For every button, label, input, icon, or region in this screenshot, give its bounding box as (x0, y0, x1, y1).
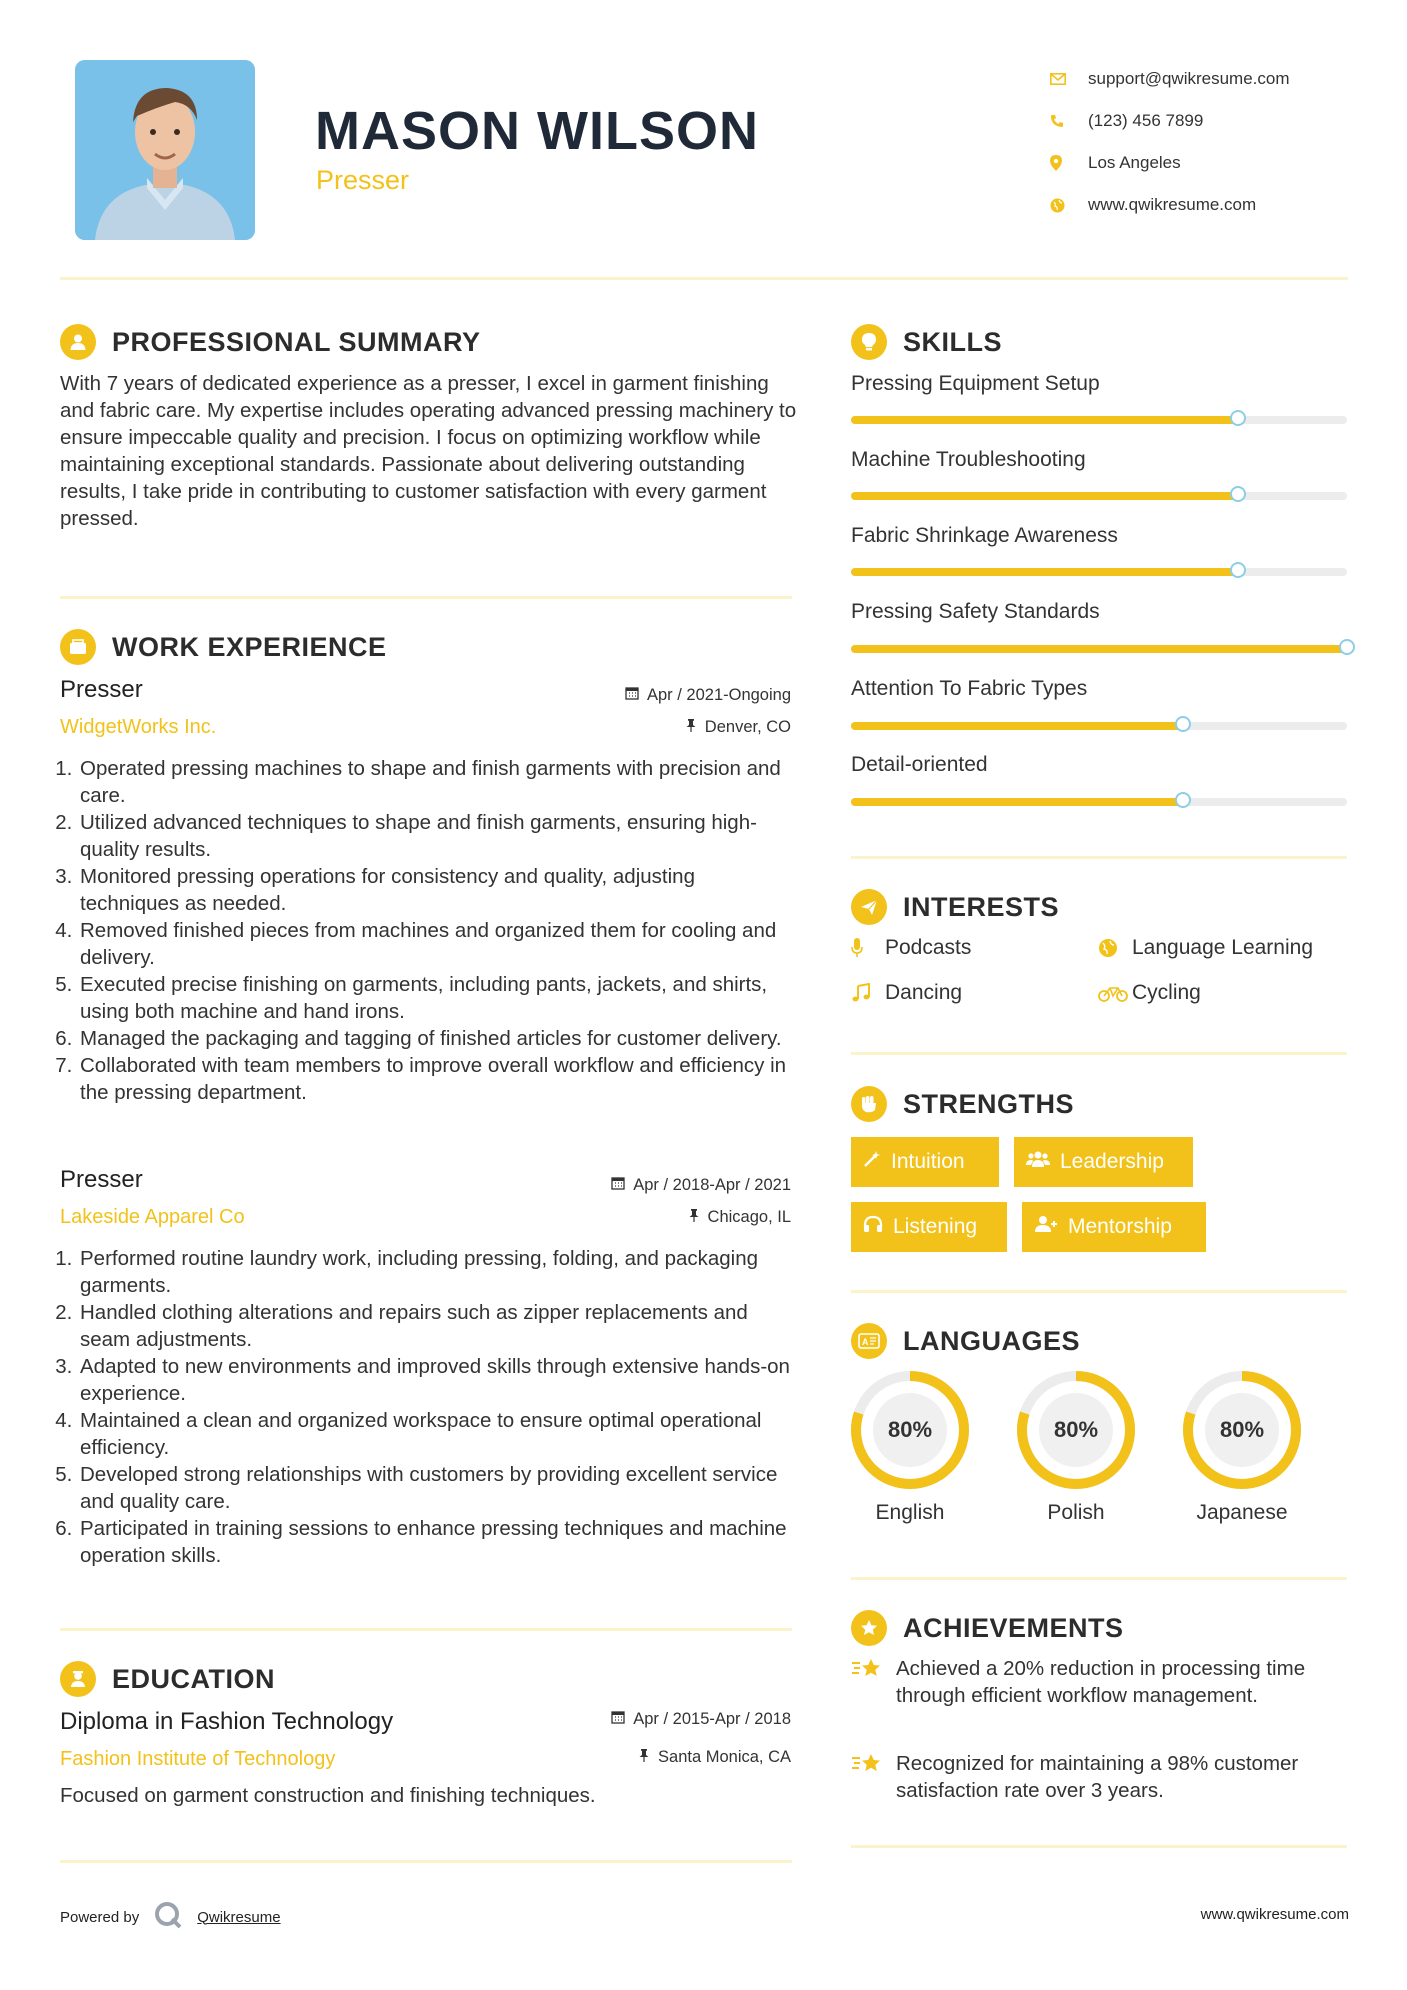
contact-email[interactable] (1050, 58, 1370, 100)
skill-name: Fabric Shrinkage Awareness (851, 524, 1118, 547)
headphones-icon (863, 1215, 883, 1239)
skill-bar-fill (851, 645, 1347, 653)
achievements-header (851, 1610, 1124, 1646)
skill-bar-knob (1230, 562, 1246, 578)
bicycle-icon (1098, 984, 1128, 1002)
languages-heading: LANGUAGES (903, 1325, 1081, 1356)
job2-location (688, 1208, 791, 1227)
skill-name: Attention To Fabric Types (851, 677, 1088, 700)
contact-website-text: www.qwikresume.com (1088, 195, 1257, 214)
skill-bar-fill (851, 722, 1183, 730)
strength-badge (851, 1137, 999, 1187)
education-heading: EDUCATION (112, 1663, 275, 1694)
paper-plane-icon (851, 889, 887, 925)
languages-header (851, 1323, 1080, 1359)
skill-bar-knob (1339, 639, 1355, 655)
pushpin-icon (688, 1208, 700, 1227)
star-badge-icon (851, 1610, 887, 1646)
skill-bar (851, 645, 1347, 653)
strength-label: Intuition (891, 1150, 965, 1173)
job2-dates (611, 1176, 791, 1195)
interest-item (1098, 936, 1313, 960)
achievement-text: Recognized for maintaining a 98% customer satisfaction rate over 3 years. (896, 1752, 1299, 1802)
interest-label: Language Learning (1132, 936, 1314, 959)
skill-bar (851, 568, 1347, 576)
user-plus-icon (1034, 1215, 1058, 1239)
language-ring (1015, 1369, 1137, 1491)
achievements-heading: ACHIEVEMENTS (903, 1612, 1124, 1643)
interest-label: Dancing (885, 981, 963, 1004)
list-item: 5. Executed precise finishing on garments, including pants, jackets, and shirts, using both machine and hand irons. (78, 971, 798, 1025)
list-item: 4. Maintained a clean and organized workspace to ensure optimal operational efficiency. (78, 1407, 798, 1461)
job1-company: WidgetWorks Inc. (60, 716, 217, 738)
skill-bar (851, 722, 1347, 730)
strengths-heading: STRENGTHS (903, 1088, 1075, 1119)
language-item (1181, 1369, 1303, 1525)
phone-icon (1050, 114, 1088, 128)
skill-bar-knob (1230, 410, 1246, 426)
microphone-icon (851, 938, 881, 958)
pushpin-icon (638, 1748, 650, 1767)
experience-header (60, 629, 387, 665)
users-icon (1026, 1150, 1050, 1174)
globe-icon (1050, 198, 1088, 213)
job1-location-text: Denver, CO (704, 718, 791, 736)
language-percent: 80% (1219, 1417, 1265, 1442)
star-icon (851, 1655, 896, 1709)
skill-name: Detail-oriented (851, 753, 988, 776)
language-card-icon (851, 1323, 887, 1359)
location-pin-icon (1050, 155, 1088, 171)
language-item (849, 1369, 971, 1525)
candidate-name: MASON WILSON (315, 101, 759, 161)
skill-bar-knob (1175, 716, 1191, 732)
interest-item (1098, 981, 1201, 1005)
job1-dates-text: Apr / 2021-Ongoing (646, 686, 791, 704)
strength-badge (1022, 1202, 1206, 1252)
achievements-divider (851, 1845, 1347, 1848)
strength-badge (1014, 1137, 1193, 1187)
magic-wand-icon (863, 1150, 881, 1174)
strength-label: Mentorship (1068, 1215, 1172, 1238)
list-item: 7. Collaborated with team members to improve overall workflow and efficiency in the pressing department. (78, 1052, 798, 1106)
interests-header (851, 889, 1059, 925)
skill-name: Pressing Safety Standards (851, 600, 1100, 623)
skill-name: Machine Troubleshooting (851, 448, 1086, 471)
education-school: Fashion Institute of Technology (60, 1748, 336, 1770)
contact-phone[interactable] (1050, 100, 1370, 142)
list-item: 5. Developed strong relationships with customers by providing excellent service and quality care. (78, 1461, 798, 1515)
candidate-title: Presser (316, 165, 410, 195)
languages-divider (851, 1577, 1347, 1580)
interest-label: Cycling (1132, 981, 1201, 1004)
summary-text: With 7 years of dedicated experience as a presser, I excel in garment finishing and fabric care. My expertise includes operating advanced pressing machinery to ensure impeccable quality and precision. I focus on optimizing workflow while maintaining exceptional standards. Passionate about delivering outstanding results, I take pride in contributing to customer satisfaction with every garment pressed. (60, 372, 797, 530)
interest-item (851, 936, 971, 960)
achievement-item (851, 1655, 1331, 1709)
language-percent: 80% (887, 1417, 933, 1442)
job2-bullets (60, 1245, 798, 1569)
skills-heading: SKILLS (903, 326, 1003, 357)
language-ring (849, 1369, 971, 1491)
user-icon (60, 324, 96, 360)
skill-bar-knob (1175, 792, 1191, 808)
job2-dates-text: Apr / 2018-Apr / 2021 (633, 1176, 791, 1194)
skill-bar (851, 798, 1347, 806)
list-item: 4. Removed finished pieces from machines and organized them for cooling and delivery. (78, 917, 798, 971)
language-percent: 80% (1053, 1417, 1099, 1442)
language-item (1015, 1369, 1137, 1525)
summary-heading: PROFESSIONAL SUMMARY (112, 326, 481, 357)
lightbulb-icon (851, 324, 887, 360)
interests-divider (851, 1052, 1347, 1055)
education-description: Focused on garment construction and finishing techniques. (60, 1784, 596, 1807)
language-name: English (875, 1501, 945, 1524)
powered-by-text: Powered by (60, 1908, 140, 1926)
contact-email-text: support@qwikresume.com (1088, 69, 1290, 88)
profile-photo (75, 60, 255, 240)
qwikresume-logo-icon (153, 1900, 183, 1934)
skill-bar-fill (851, 568, 1238, 576)
svg-text:A: A (862, 1337, 869, 1347)
experience-heading: WORK EXPERIENCE (112, 631, 387, 662)
contact-list (1050, 58, 1370, 226)
skill-bar-fill (851, 492, 1238, 500)
education-dates (611, 1710, 791, 1729)
job2-role: Presser (60, 1166, 143, 1193)
contact-location (1050, 142, 1370, 184)
strengths-divider (851, 1290, 1347, 1293)
summary-divider (60, 596, 792, 599)
language-ring (1181, 1369, 1303, 1491)
star-icon (851, 1750, 896, 1804)
fist-icon (851, 1086, 887, 1122)
job1-dates (625, 686, 791, 705)
education-location-text: Santa Monica, CA (658, 1748, 791, 1766)
summary-header (60, 324, 481, 360)
footer-powered (60, 1900, 281, 1934)
globe-icon (1098, 938, 1128, 958)
job1-role: Presser (60, 676, 143, 703)
job1-bullets (60, 755, 798, 1106)
education-header (60, 1661, 275, 1697)
music-note-icon (851, 983, 881, 1003)
list-item: 1. Operated pressing machines to shape and finish garments with precision and care. (78, 755, 798, 809)
pushpin-icon (685, 718, 697, 737)
calendar-icon (611, 1710, 625, 1729)
education-degree: Diploma in Fashion Technology (60, 1708, 394, 1735)
skills-divider (851, 856, 1347, 859)
interest-item (851, 981, 962, 1005)
strength-label: Listening (893, 1215, 978, 1238)
education-dates-text: Apr / 2015-Apr / 2018 (633, 1710, 791, 1728)
interest-label: Podcasts (885, 936, 972, 959)
list-item: 3. Adapted to new environments and improved skills through extensive hands-on experience. (78, 1353, 798, 1407)
contact-location-text: Los Angeles (1088, 153, 1181, 172)
skill-bar-fill (851, 798, 1183, 806)
header-divider (60, 277, 1348, 280)
briefcase-icon (60, 629, 96, 665)
list-item: 2. Handled clothing alterations and repairs such as zipper replacements and seam adjustments. (78, 1299, 798, 1353)
skill-name: Pressing Equipment Setup (851, 372, 1100, 395)
contact-website[interactable] (1050, 184, 1370, 226)
strengths-header (851, 1086, 1074, 1122)
list-item: 1. Performed routine laundry work, including pressing, folding, and packaging garments. (78, 1245, 798, 1299)
skill-bar-knob (1230, 486, 1246, 502)
job2-location-text: Chicago, IL (707, 1208, 791, 1226)
education-location (638, 1748, 791, 1767)
strength-badge (851, 1202, 1007, 1252)
list-item: 3. Monitored pressing operations for consistency and quality, adjusting techniques as needed. (78, 863, 798, 917)
calendar-icon (625, 686, 639, 705)
skill-bar (851, 416, 1347, 424)
job1-location (685, 718, 791, 737)
education-divider (60, 1860, 792, 1863)
contact-phone-text: (123) 456 7899 (1088, 111, 1204, 130)
achievement-item (851, 1750, 1331, 1804)
list-item: 6. Participated in training sessions to enhance pressing techniques and machine operation skills. (78, 1515, 798, 1569)
skills-header (851, 324, 1002, 360)
footer-url[interactable]: www.qwikresume.com (1200, 1906, 1349, 1923)
interests-heading: INTERESTS (903, 891, 1060, 922)
list-item: 6. Managed the packaging and tagging of finished articles for customer delivery. (78, 1025, 798, 1052)
experience-divider (60, 1628, 792, 1631)
calendar-icon (611, 1176, 625, 1195)
job2-company: Lakeside Apparel Co (60, 1206, 245, 1228)
achievement-text: Achieved a 20% reduction in processing time through efficient workflow management. (896, 1657, 1306, 1707)
language-name: Japanese (1196, 1501, 1288, 1524)
list-item: 2. Utilized advanced techniques to shape and finish garments, ensuring high-quality results. (78, 809, 798, 863)
skill-bar-fill (851, 416, 1238, 424)
skill-bar (851, 492, 1347, 500)
footer-brand-link[interactable]: Qwikresume (197, 1908, 281, 1926)
strength-label: Leadership (1060, 1150, 1164, 1173)
language-name: Polish (1047, 1501, 1105, 1524)
graduate-icon (60, 1661, 96, 1697)
email-icon (1050, 73, 1088, 85)
